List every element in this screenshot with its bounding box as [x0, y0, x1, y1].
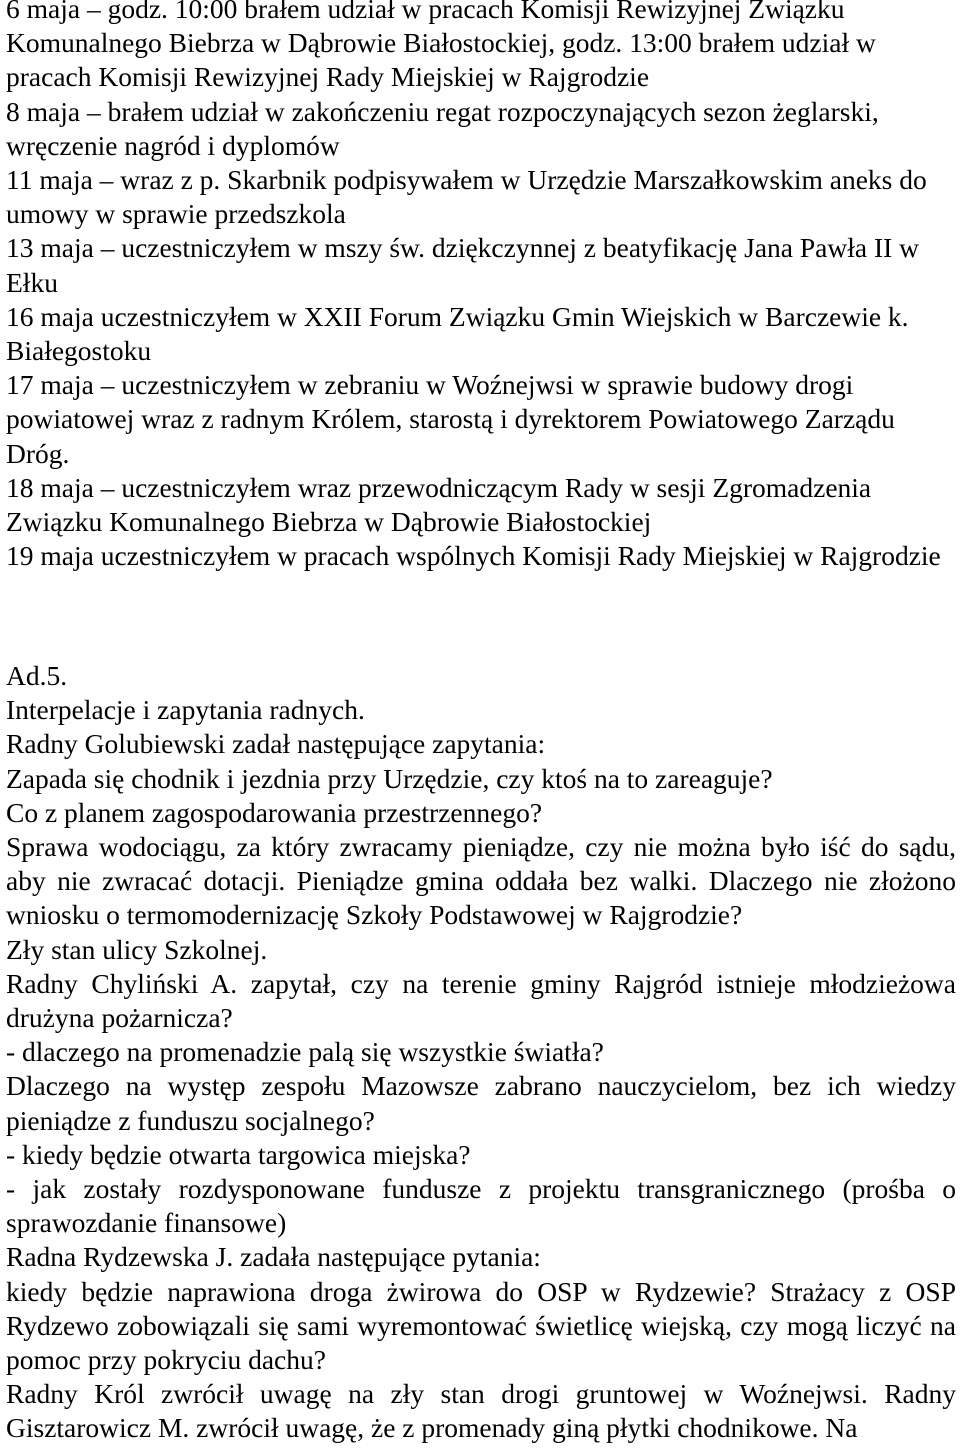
diary-entry-11-may: 11 maja – wraz z p. Skarbnik podpisywałem w Urzędzie Marszałkowskim aneks do umowy w sprawie przedszkola [6, 164, 927, 230]
section-title: Interpelacje i zapytania radnych. [6, 694, 365, 726]
diary-entry-13-may: 13 maja – uczestniczyłem w mszy św. dziękczynnej z beatyfikację Jana Pawła II w Ełku [6, 232, 919, 298]
interpellations-section [6, 659, 956, 1446]
question-mazowsze-concert: Dlaczego na występ zespołu Mazowsze zabrano nauczycielom, bez ich wiedzy pieniądze z funduszu socjalnego? [6, 1070, 956, 1136]
councillor-golubiewski-intro: Radny Golubiewski zadał następujące zapytania: [6, 728, 546, 760]
question-marketplace: - kiedy będzie otwarta targowica miejska? [6, 1138, 471, 1170]
diary-entry-6-may: 6 maja – godz. 10:00 brałem udział w pracach Komisji Rewizyjnej Związku Komunalnego Biebrza w Dąbrowie Białostockiej, godz. 13:00 brałem udział w pracach Komisji Rewizyjnej Rady Miejskiej w Rajgrodzie [6, 0, 876, 93]
councillor-rydzewska-intro: Radna Rydzewska J. zadała następujące pytania: [6, 1241, 541, 1273]
section-number: Ad.5. [6, 660, 68, 691]
question-promenade-lights: - dlaczego na promenadzie palą się wszystkie światła? [6, 1036, 604, 1068]
question-rydzewo-road: kiedy będzie naprawiona droga żwirowa do OSP w Rydzewie? Strażacy z OSP Rydzewo zobowiązali się sami wyremontować świetlicę wiejską, czy mogą liczyć na pomoc przy pokryciu dachu? [6, 1275, 956, 1376]
question-water-supply: Sprawa wodociągu, za który zwracamy pieniądze, czy nie można było iść do sądu, aby nie zwracać dotacji. Pieniądze gmina oddała bez walki. Dlaczego nie złożono wniosku o termomodernizację Szkoły Podstawowej w Rajgrodzie? [6, 831, 956, 931]
diary-entry-8-may: 8 maja – brałem udział w zakończeniu regat rozpoczynających sezon żeglarski, wręczenie nagród i dyplomów [6, 95, 879, 161]
councillor-chylinski-question: Radny Chyliński A. zapytał, czy na terenie gminy Rajgród istnieje młodzieżowa drużyna pożarnicza? [6, 967, 956, 1034]
diary-entry-17-may: 17 maja – uczestniczyłem w zebraniu w Woźnejwsi w sprawie budowy drogi powiatowej wraz z radnym Królem, starostą i dyrektorem Powiatowego Zarządu Dróg. [6, 369, 895, 469]
question-spatial-plan: Co z planem zagospodarowania przestrzennego? [6, 796, 543, 828]
diary-entry-19-may: 19 maja uczestniczyłem w pracach wspólnych Komisji Rady Miejskiej w Rajgrodzie [6, 540, 941, 572]
councillor-krol-remark: Radny Król zwrócił uwagę na zły stan drogi gruntowej w Woźnejwsi. Radny Gisztarowicz M. zwrócił uwagę, że z promenady giną płytki chodnikowe. Na [6, 1378, 956, 1444]
question-szkolna-street: Zły stan ulicy Szkolnej. [6, 933, 268, 965]
question-sidewalk: Zapada się chodnik i jezdnia przy Urzędzie, czy ktoś na to zareaguje? [6, 762, 773, 794]
diary-entry-16-may: 16 maja uczestniczyłem w XXII Forum Związku Gmin Wiejskich w Barczewie k. Białegostoku [6, 300, 909, 367]
question-cross-border-funds: - jak zostały rozdysponowane fundusze z projektu transgranicznego (prośba o sprawozdanie finansowe) [6, 1173, 956, 1239]
mayor-activity-report [6, 0, 956, 573]
diary-entry-18-may: 18 maja – uczestniczyłem wraz przewodniczącym Rady w sesji Zgromadzenia Związku Komunalnego Biebrza w Dąbrowie Białostockiej [6, 471, 872, 538]
